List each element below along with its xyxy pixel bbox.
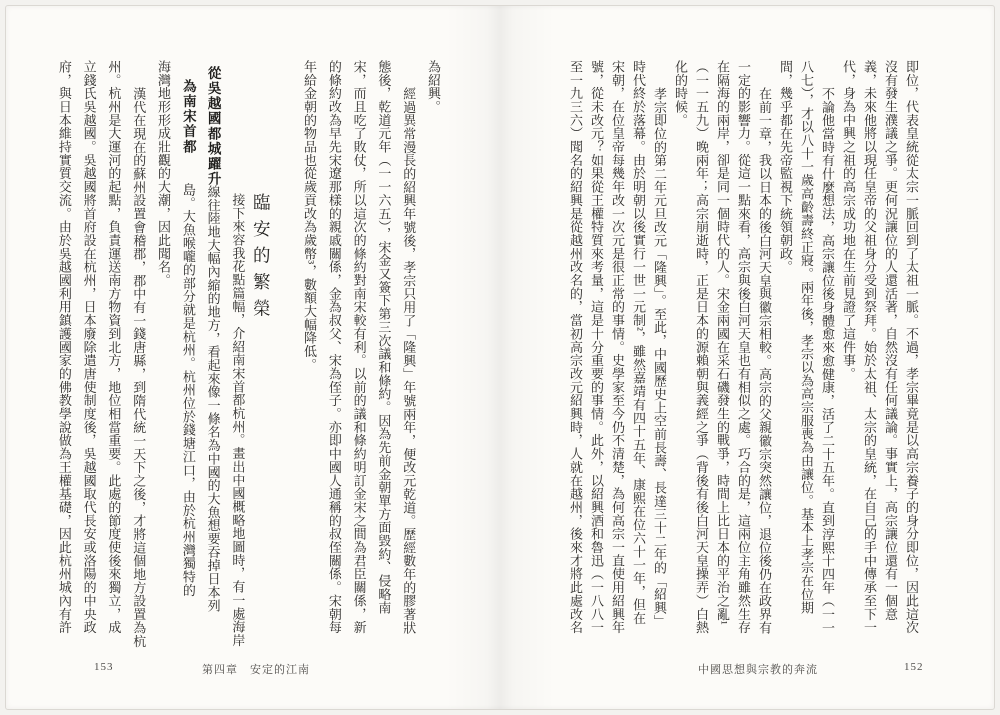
page-number-right: 152 (904, 661, 924, 673)
chapter-footer: 第四章 安定的江南 (202, 664, 310, 676)
text-column: 時代終於落幕。由於明朝以後實行一世一元制²，雖然嘉靖有四十五年、康熙在位六十一年，但在 (631, 60, 646, 625)
text-column: 島。大魚喉嚨的部分就是杭州。杭州位於錢塘江口，由於杭州灣獨特的 (180, 183, 196, 597)
text-column: 在前一章，我以日本的後白河天皇與徽宗相較。高宗的父親徽宗突然讓位，退位後仍在政界有 (757, 87, 772, 635)
text-column: 態後，乾道元年（一一六五），宋金又簽下第三次議和條約。因為先前金朝單方面毀約、侵略南 (376, 60, 392, 615)
text-column: 在隔海的兩岸，卻是同一個時代的人。宋金兩國在采石磯發生的戰爭，時間上比日本的平治之亂¹ (715, 60, 730, 625)
page-right (500, 6, 994, 709)
subsection-heading: 為南宋首都 (180, 79, 196, 155)
text-column: 孝宗即位的第二年元旦改元「隆興」。至此，中國歷史上空前長壽、長達三十二年的「紹興」 (652, 87, 667, 628)
running-title-footer: 中國思想與宗教的奔流 (698, 664, 818, 676)
text-column: 年給金朝的物品也從歲貢改為歲幣³，數額大幅降低。 (302, 60, 317, 372)
text-column: 宋朝，在位皇帝每幾年改一次元是很正常的事情。史學家至今仍不清楚，為何高宗一直使用紹興年 (610, 60, 625, 635)
text-column: 州。杭州是大運河的起點，負責運送南方物資到北方，地位相當重要。此處的節度使後來獨立，成 (106, 60, 122, 635)
text-column: 立錢氏吳越國。吳越國將首府設在杭州，日本廢除遣唐使制度後，吳越國取代長安或洛陽的中央政 (81, 60, 97, 635)
text-column: 八七），才以八十一歲高齡壽終正寢。兩年後，孝宗以為高宗服喪為由讓位。基本上孝宗在位期 (799, 60, 814, 615)
page-number-left: 153 (94, 661, 114, 673)
text-column: 的條約改為早先宋遼那樣的親戚關係，金為叔父、宋為侄子。亦即中國人通稱的叔侄關係。宋朝每 (326, 60, 342, 635)
text-column: 間，幾乎都在先帝監視下統領朝政。 (778, 60, 793, 274)
text-column: 府，與日本維持實質交流。由於吳越國利用鎮護國家的佛教學說做為王權基礎，因此杭州城內有許 (56, 60, 72, 635)
text-column: 至一九三六）聞名的紹興是從越州改名的，當初高宗改元紹興時，人就在越州，後來才將此處改名 (568, 60, 583, 635)
text-column: 為紹興。 (426, 60, 441, 114)
text-column: 接下來容我花點篇幅，介紹南宋首都杭州。畫出中國概略地圖時，有一處海岸 (230, 193, 246, 647)
text-column: 化的時候。 (673, 60, 688, 127)
text-column: 宋，而且吃了敗仗，所以這次的條約對南宋較有利。以前的議和條約明訂金宋之間為君臣關係，新 (351, 60, 367, 635)
subsection-heading: 從吳越國都城躍升 (205, 66, 221, 187)
text-column: 即位，代表皇統從太宗一脈回到了太祖一脈。不過，孝宗畢竟是以高宗養子的身分即位，因此這次 (904, 60, 919, 635)
text-column: 漢代在現在的蘇州設置會稽郡，郡中有一錢唐縣，到隋代統一天下之後，才將這個地方設置為杭 (131, 87, 147, 648)
section-heading: 臨安的繁榮 (251, 193, 272, 326)
text-column: 經過異常漫長的紹興年號後，孝宗只用了「隆興」年號兩年，便改元乾道。歷經數年的膠著狀 (401, 87, 417, 635)
book-gutter (445, 6, 555, 709)
text-column: 代，身為中興之祖的高宗成功地在生前見證了這件事。 (841, 60, 856, 381)
page-left-footer (6, 661, 500, 681)
text-column: 線往陸地大幅內縮的地方，看起來像一條名為中國的大魚想要吞掉日本列 (205, 185, 221, 613)
text-column: 一定的影響力。從這一點來看，高宗與後白河天皇也有相似之處。巧合的是，這兩位主角雖然生存 (736, 60, 751, 635)
text-column: （一一五九）晚兩年；高宗崩逝時，正是日本的源賴朝與義經之爭（背後有後白河天皇操弄）白熱 (694, 60, 709, 635)
text-column: 不論他當時有什麼想法，高宗讓位後身體愈來愈健康，活了二十五年。直到淳熙十四年（一一 (820, 87, 835, 635)
page-left (6, 6, 500, 709)
book-spread (5, 5, 995, 710)
text-column: 號，從未改元？如果從王權特質來考量，這是十分重要的事情。此外，以紹興酒和魯迅（一八八一 (589, 60, 604, 635)
text-column: 沒有發生濮議之爭。更何況讓位的人還活著，自然沒有任何議論。事實上，高宗讓位還有一個意 (883, 60, 898, 621)
page-right-footer (500, 661, 994, 681)
text-column: 義，未來他將以現任皇帝的父祖身分受到祭拜。始於太祖、太宗的皇統，在自己的手中傳承至下一 (862, 60, 877, 635)
text-column: 海灣地形形成壯觀的大潮，因此聞名。 (156, 60, 171, 287)
